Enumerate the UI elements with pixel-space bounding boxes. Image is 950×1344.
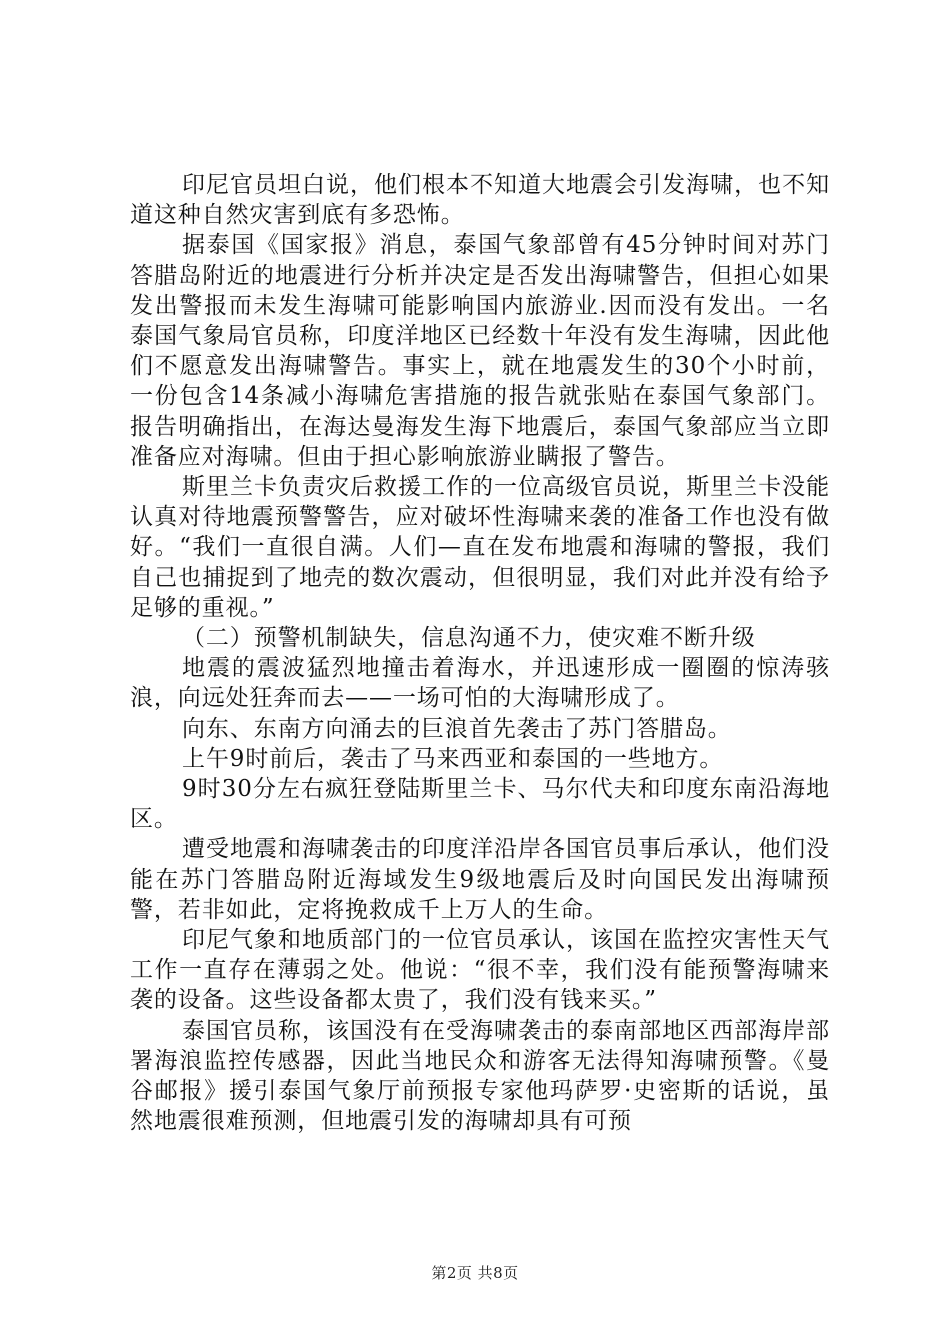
body-text — [130, 170, 830, 1137]
paragraph-officials-admit: 遭受地震和海啸袭击的印度洋沿岸各国官员事后承认，他们没能在苏门答腊岛附近海域发生9级地震后及时向国民发出海啸预警，若非如此，定将挽救成千上万人的生命。 — [130, 836, 830, 923]
paragraph-nine-am: 上午9时前后，袭击了马来西亚和泰国的一些地方。 — [182, 745, 724, 772]
paragraph-thailand-nation-report: 据泰国《国家报》消息，泰国气象部曾有45分钟时间对苏门答腊岛附近的地震进行分析并决定是否发出海啸警告，但担心如果发出警报而未发生海啸可能影响国内旅游业.因而没有发出。一名泰国气象局官员称，印度洋地区已经数十年没有发生海啸，因此他们不愿意发出海啸警告。事实上，就在地震发生的30个小时前，一份包含14条减小海啸危害措施的报告就张贴在泰国气象部门。报告明确指出，在海达曼海发生海下地震后，泰国气象部应当立即准备应对海啸。但由于担心影响旅游业瞒报了警告。 — [130, 232, 830, 470]
paragraph-thailand-sensors: 泰国官员称，该国没有在受海啸袭击的泰南部地区西部海岸部署海浪监控传感器，因此当地民众和游客无法得知海啸预警。《曼谷邮报》援引泰国气象厅前预报专家他玛萨罗·史密斯的话说，虽然地震很难预测，但地震引发的海啸却具有可预 — [130, 1017, 830, 1135]
paragraph-sri-lanka-official: 斯里兰卡负责灾后救援工作的一位高级官员说，斯里兰卡没能认真对待地震预警警告，应对破坏性海啸来袭的准备工作也没有做好。“我们一直很自满。人们—直在发布地震和海啸的警报，我们自己也捕捉到了地壳的数次震动，但很明显，我们对此并没有给予足够的重视。” — [130, 474, 830, 621]
paragraph-nine-thirty: 9时30分左右疯狂登陆斯里兰卡、马尔代夫和印度东南沿海地区。 — [130, 776, 830, 833]
paragraph-indonesia-meteorology: 印尼气象和地质部门的一位官员承认，该国在监控灾害性天气工作一直存在薄弱之处。他说：“很不幸，我们没有能预警海啸来袭的设备。这些设备都太贵了，我们没有钱来买。” — [130, 927, 830, 1014]
paragraph-east-waves: 向东、东南方向涌去的巨浪首先袭击了苏门答腊岛。 — [182, 715, 732, 742]
paragraph-indonesia-officials: 印尼官员坦白说，他们根本不知道大地震会引发海啸，也不知道这种自然灾害到底有多恐怖。 — [130, 172, 830, 229]
paragraph-shockwave: 地震的震波猛烈地撞击着海水，并迅速形成一圈圈的惊涛骇浪，向远处狂奔而去——一场可怕的大海啸形成了。 — [130, 655, 830, 712]
section-heading-warning-mechanism: （二）预警机制缺失，信息沟通不力，使灾难不断升级 — [182, 625, 756, 652]
page-number-footer: 第2页 共8页 — [431, 1264, 519, 1282]
